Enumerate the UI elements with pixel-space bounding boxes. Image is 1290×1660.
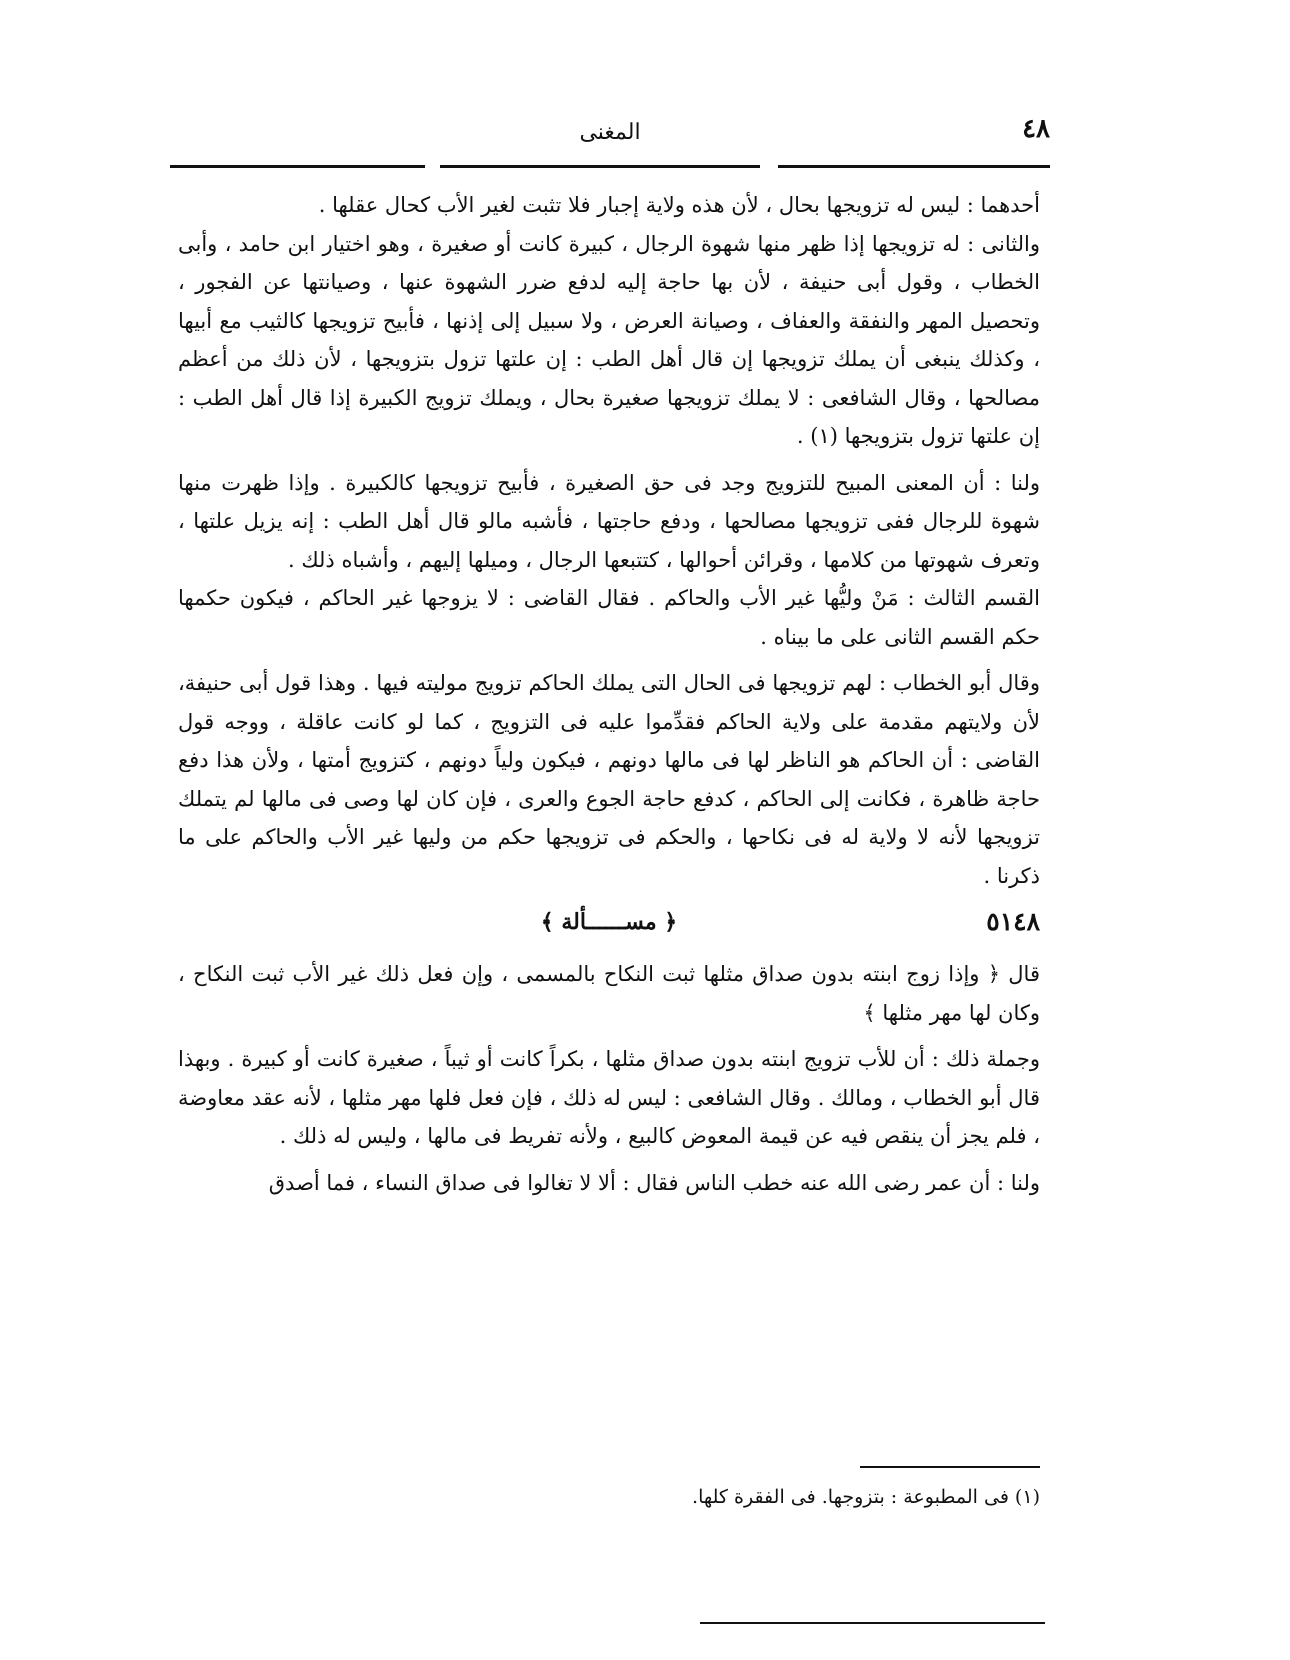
masala-number: ٥١٤٨ [986,907,1040,936]
footnote: (١) فى المطبوعة : بتزوجها. فى الفقرة كلها. [692,1486,1040,1508]
header-rule-right [778,165,1050,168]
main-text [178,186,1040,1202]
masala-heading [178,899,1040,949]
paragraph-8: ولنا : أن عمر رضى الله عنه خطب الناس فقال : ألا لا تغالوا فى صداق النساء ، فما أصدق [268,1170,1040,1195]
bottom-rule [700,1622,1045,1624]
running-title: المغنى [579,120,641,145]
paragraph-1: أحدهما : ليس له تزويجها بحال ، لأن هذه ولاية إجبار فلا تثبت لغير الأب كحال عقلها . [318,193,1040,217]
paragraph-3: ولنا : أن المعنى المبيح للتزويج وجد فى حق الصغيرة ، فأبيح تزويجها كالكبيرة . وإذا ظهرت منها شهوة للرجال ففى تزويجها مصالحها ، ودفع حاجتها ، فأشبه مالو قال أهل الطب : إنه يزيل علتها ، وتعرف شهوتها من كلامها ، وقرائن أحوالها ، كتتبعها الرجال ، وميلها إليهم ، وأشباه ذلك . [178,470,1040,572]
paragraph-7: وجملة ذلك : أن للأب تزويج ابنته بدون صداق مثلها ، بكراً كانت أو ثيباً ، صغيرة كانت أو كبيرة . وبهذا قال أبو الخطاب ، ومالك . وقال الشافعى : ليس له ذلك ، فإن فعل فلها مهر مثلها ، لأنه عقد معاوضة ، فلم يجز أن ينقص فيه عن قيمة المعوض كالبيع ، ولأنه تفريط فى مالها ، وليس له ذلك . [178,1047,1040,1148]
paragraph-2: والثانى : له تزويجها إذا ظهر منها شهوة الرجال ، كبيرة كانت أو صغيرة ، وهو اختيار ابن حامد ، وأبى الخطاب ، وقول أبى حنيفة ، لأن بها حاجة إليه لدفع ضرر الشهوة عنها ، وصيانتها عن الفجور ، وتحصيل المهر والنفقة والعفاف ، وصيانة العرض ، ولا سبيل إلى إذنها ، فأبيح تزويجها كالثيب مع أبيها ، وكذلك ينبغى أن يملك تزويجها إن قال أهل الطب : إن علتها تزول بتزويجها ، لأن ذلك من أعظم مصالحها ، وقال الشافعى : لا يملك تزويجها صغيرة بحال ، ويملك تزويج الكبيرة إذا قال أهل الطب : إن علتها تزول بتزويجها (١) . [178,231,1041,448]
footnote-rule [860,1466,1040,1468]
paragraph-4: القسم الثالث : مَنْ وليُّها غير الأب والحاكم . فقال القاضى : لا يزوجها غير الحاكم ، فيكون حكمها حكم القسم الثانى على ما بيناه . [178,586,1040,649]
header-rule-middle [440,165,760,168]
paragraph-6: قال ﴿ وإذا زوج ابنته بدون صداق مثلها ثبت النكاح بالمسمى ، وإن فعل ذلك غير الأب ثبت النكاح ، وكان لها مهر مثلها ﴾ [178,962,1040,1025]
masala-title: ﴿ مســــــألة ﴾ [540,909,678,935]
page-header [170,110,1050,170]
header-rule-left [170,165,425,168]
paragraph-5: وقال أبو الخطاب : لهم تزويجها فى الحال التى يملك الحاكم تزويج موليته فيها . وهذا قول أبى حنيفة، لأن ولايتهم مقدمة على ولاية الحاكم فقدِّموا عليه فى التزويج ، كما لو كانت عاقلة ، ووجه قول القاضى : أن الحاكم هو الناظر لها فى مالها دونهم ، فيكون ولياً دونهم ، كتزويج أمتها ، ولأن هذا دفع حاجة ظاهرة ، فكانت إلى الحاكم ، كدفع حاجة الجوع والعرى ، فإن كان لها وصى فى مالها لم يتملك تزويجها لأنه لا ولاية له فى نكاحها ، والحكم فى تزويجها حكم من وليها غير الأب والحاكم على ما ذكرنا . [178,671,1040,888]
page-number: ٤٨ [1022,114,1050,144]
